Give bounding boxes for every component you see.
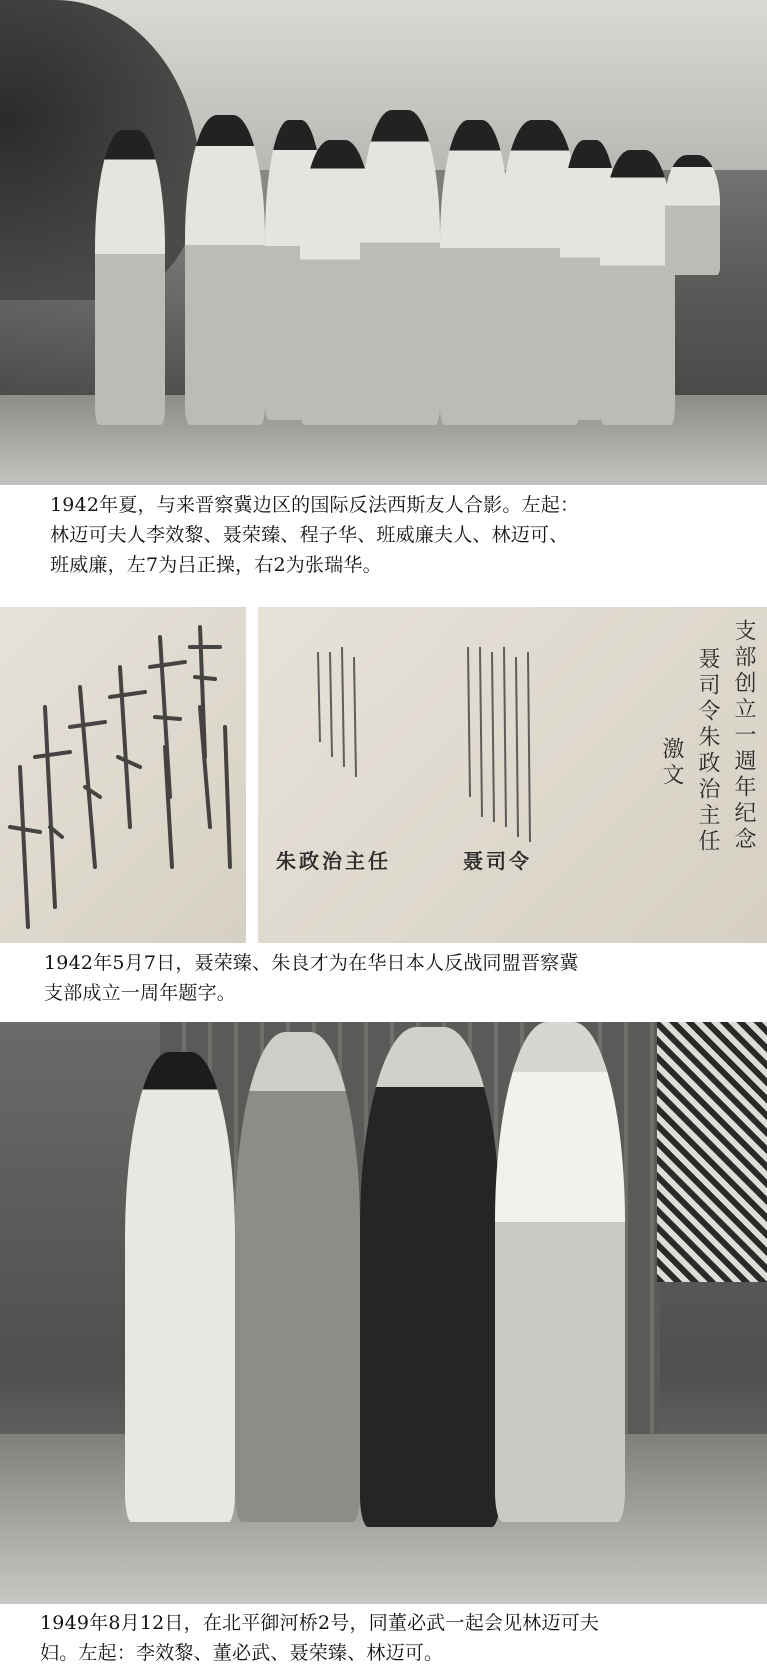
person-figure <box>185 115 265 425</box>
signature-label-nie: 聂司令 <box>463 849 532 873</box>
calligraphy-icon <box>0 607 246 943</box>
document-heading <box>728 619 759 939</box>
inscriptions-row <box>0 607 767 943</box>
script-columns-icon <box>258 607 767 943</box>
person-figure <box>125 1052 235 1522</box>
caption-line: 1949年8月12日，在北平御河桥2号，同董必武一起会见林迈可夫 <box>40 1612 600 1634</box>
document-heading <box>656 737 687 857</box>
caption-line: 1942年5月7日，聂荣臻、朱良才为在华日本人反战同盟晋察冀 <box>44 952 579 974</box>
caption-line: 支部成立一周年题字。 <box>44 982 237 1004</box>
group-photo-1942 <box>0 0 767 485</box>
heading-line: 聂司令朱政治主任 <box>695 647 720 855</box>
heading-line: 支部创立一週年纪念 <box>731 619 756 853</box>
handwritten-inscription <box>0 607 246 943</box>
person-figure <box>360 110 440 425</box>
person-figure <box>235 1032 360 1522</box>
signature-label-zhu: 朱政治主任 <box>276 849 391 873</box>
person-figure <box>495 1022 625 1522</box>
meeting-photo-1949 <box>0 1022 767 1604</box>
person-figure <box>600 150 675 425</box>
heading-line: 激文 <box>659 737 684 789</box>
caption-line: 林迈可夫人李效黎、聂荣臻、程子华、班威廉夫人、林迈可、 <box>50 524 569 546</box>
person-figure <box>360 1027 500 1527</box>
person-figure <box>665 155 720 275</box>
caption-1949-august <box>0 1608 767 1670</box>
caption-line: 妇。左起：李效黎、董必武、聂荣臻、林迈可。 <box>40 1642 444 1664</box>
person-figure <box>95 130 165 425</box>
caption-1942-summer <box>0 490 767 605</box>
caption-line: 班威廉，左7为吕正操，右2为张瑞华。 <box>50 554 382 576</box>
document-heading <box>692 647 723 937</box>
caption-line: 1942年夏，与来晋察冀边区的国际反法西斯友人合影。左起： <box>50 494 580 516</box>
caption-1942-may <box>0 948 767 1018</box>
printed-inscription-sheet <box>258 607 767 943</box>
photo-window <box>657 1022 767 1282</box>
